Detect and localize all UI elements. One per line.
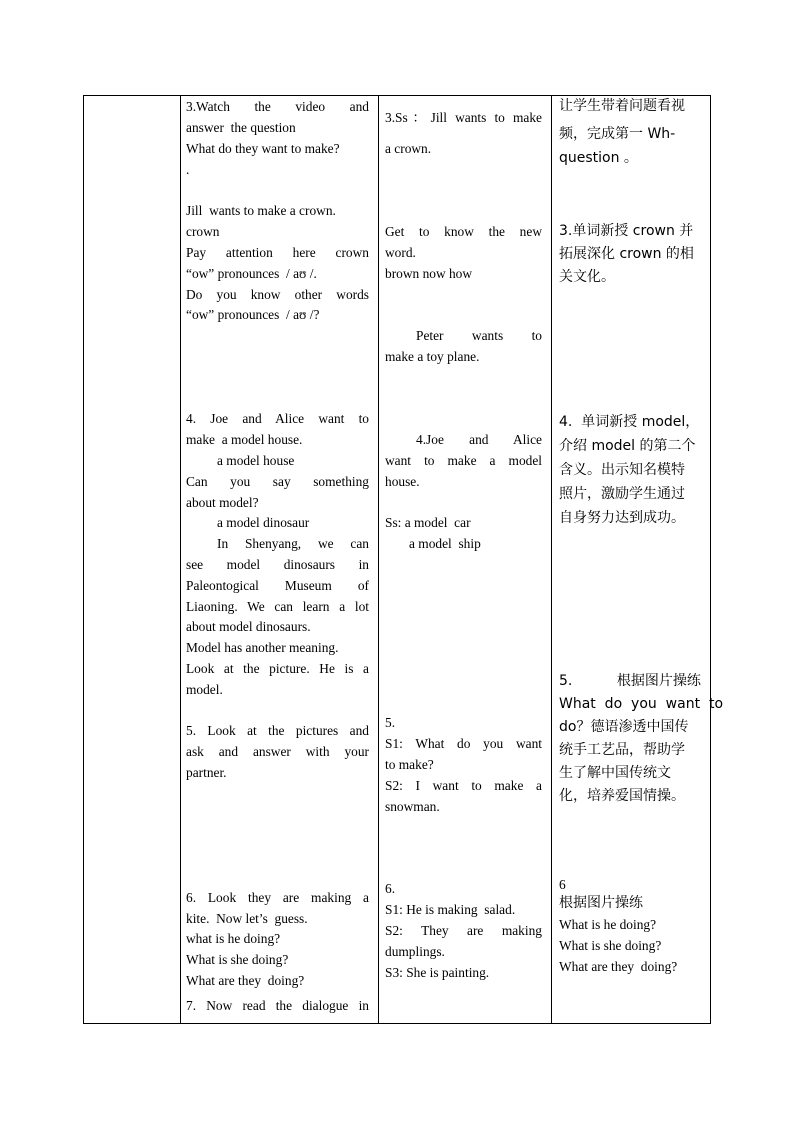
text-line: brown now how bbox=[385, 266, 473, 281]
text-line: 统手工艺品，帮助学 bbox=[559, 742, 685, 758]
text-line: . bbox=[186, 162, 190, 177]
text-line: Look at the picture. He is a bbox=[186, 661, 369, 676]
text-line: want to make a model bbox=[385, 453, 542, 468]
text-line: Jill wants to make a crown. bbox=[186, 203, 336, 218]
text-line: 5. bbox=[385, 715, 396, 730]
text-line: 含义。出示知名模特 bbox=[559, 462, 685, 478]
text-line: 自身努力达到成功。 bbox=[559, 510, 685, 526]
text-line: 6. Look they are making a bbox=[186, 890, 369, 905]
text-line: make a model house. bbox=[186, 432, 303, 447]
text-line: 照片，激励学生通过 bbox=[559, 486, 685, 502]
text-line: word. bbox=[385, 245, 416, 260]
text-line: ask and answer with your bbox=[186, 744, 369, 759]
text-line: model. bbox=[186, 682, 223, 697]
text-line: question 。 bbox=[559, 150, 638, 166]
text-line: about model dinosaurs. bbox=[186, 619, 311, 634]
text-line: S1: What do you want bbox=[385, 736, 542, 751]
text-line: S2: I want to make a bbox=[385, 778, 542, 793]
text-line: What do you want to bbox=[559, 696, 724, 712]
text-line: What are they doing? bbox=[186, 973, 305, 988]
text-line: Get to know the new bbox=[385, 224, 542, 239]
text-line: 生了解中国传统文 bbox=[559, 765, 671, 781]
text-line: Do you know other words bbox=[186, 287, 369, 302]
text-line: Model has another meaning. bbox=[186, 640, 339, 655]
text-line: 关文化。 bbox=[559, 269, 615, 285]
text-line: 5. 根据图片操练 bbox=[559, 673, 701, 689]
text-line: Liaoning. We can learn a lot bbox=[186, 599, 369, 614]
text-line: about model? bbox=[186, 495, 259, 510]
text-line: S3: She is painting. bbox=[385, 965, 490, 980]
text-line: dumplings. bbox=[385, 944, 445, 959]
text-line: 3.Ss：Jill wants to make bbox=[385, 110, 542, 125]
text-line: 4. Joe and Alice want to bbox=[186, 411, 369, 426]
text-line: 5. Look at the pictures and bbox=[186, 723, 369, 738]
text-line: snowman. bbox=[385, 799, 440, 814]
text-line: make a toy plane. bbox=[385, 349, 480, 364]
text-line: see model dinosaurs in bbox=[186, 557, 369, 572]
text-line: 拓展深化 crown 的相 bbox=[559, 246, 694, 262]
text-line: S2: They are making bbox=[385, 923, 542, 938]
column-divider bbox=[378, 96, 379, 1023]
text-line: what is he doing? bbox=[186, 931, 281, 946]
text-line: In Shenyang, we can bbox=[217, 536, 369, 551]
text-line: crown bbox=[186, 224, 220, 239]
text-line: Ss: a model car bbox=[385, 515, 471, 530]
text-line: to make? bbox=[385, 757, 434, 772]
text-line: 4.Joe and Alice bbox=[416, 432, 542, 447]
text-line: What do they want to make? bbox=[186, 141, 340, 156]
text-line: Paleontogical Museum of bbox=[186, 578, 369, 593]
text-line: a model ship bbox=[409, 536, 481, 551]
text-line: “ow” pronounces / aʊ /? bbox=[186, 307, 320, 322]
text-line: house. bbox=[385, 474, 420, 489]
text-line: Can you say something bbox=[186, 474, 369, 489]
text-line: 4. 单词新授 model， bbox=[559, 414, 700, 430]
text-line: 3.Watch the video and bbox=[186, 99, 369, 114]
text-line: answer the question bbox=[186, 120, 296, 135]
text-line: 根据图片操练 bbox=[559, 895, 643, 911]
text-line: Peter wants to bbox=[416, 328, 542, 343]
text-line: What is he doing? bbox=[559, 917, 657, 932]
text-line: a model dinosaur bbox=[217, 515, 310, 530]
text-line: 频，完成第一 Wh- bbox=[559, 126, 676, 142]
text-line: 6. bbox=[385, 881, 396, 896]
text-line: kite. Now let’s guess. bbox=[186, 911, 308, 926]
text-line: 7. Now read the dialogue in bbox=[186, 998, 369, 1013]
text-line: 3.单词新授 crown 并 bbox=[559, 223, 694, 239]
text-line: Pay attention here crown bbox=[186, 245, 369, 260]
text-line: What is she doing? bbox=[186, 952, 289, 967]
text-line: 让学生带着问题看视 bbox=[559, 98, 685, 114]
text-line: 介绍 model 的第二个 bbox=[559, 438, 696, 454]
text-line: a crown. bbox=[385, 141, 432, 156]
text-line: partner. bbox=[186, 765, 227, 780]
text-line: “ow” pronounces / aʊ /. bbox=[186, 266, 317, 281]
text-line: 6 bbox=[559, 877, 566, 892]
text-line: S1: He is making salad. bbox=[385, 902, 516, 917]
text-line: What is she doing? bbox=[559, 938, 662, 953]
text-line: do？德语渗透中国传 bbox=[559, 719, 689, 735]
text-line: 化，培养爱国情操。 bbox=[559, 788, 685, 804]
column-divider bbox=[180, 96, 181, 1023]
text-line: What are they doing? bbox=[559, 959, 678, 974]
column-divider bbox=[551, 96, 552, 1023]
text-line: a model house bbox=[217, 453, 295, 468]
